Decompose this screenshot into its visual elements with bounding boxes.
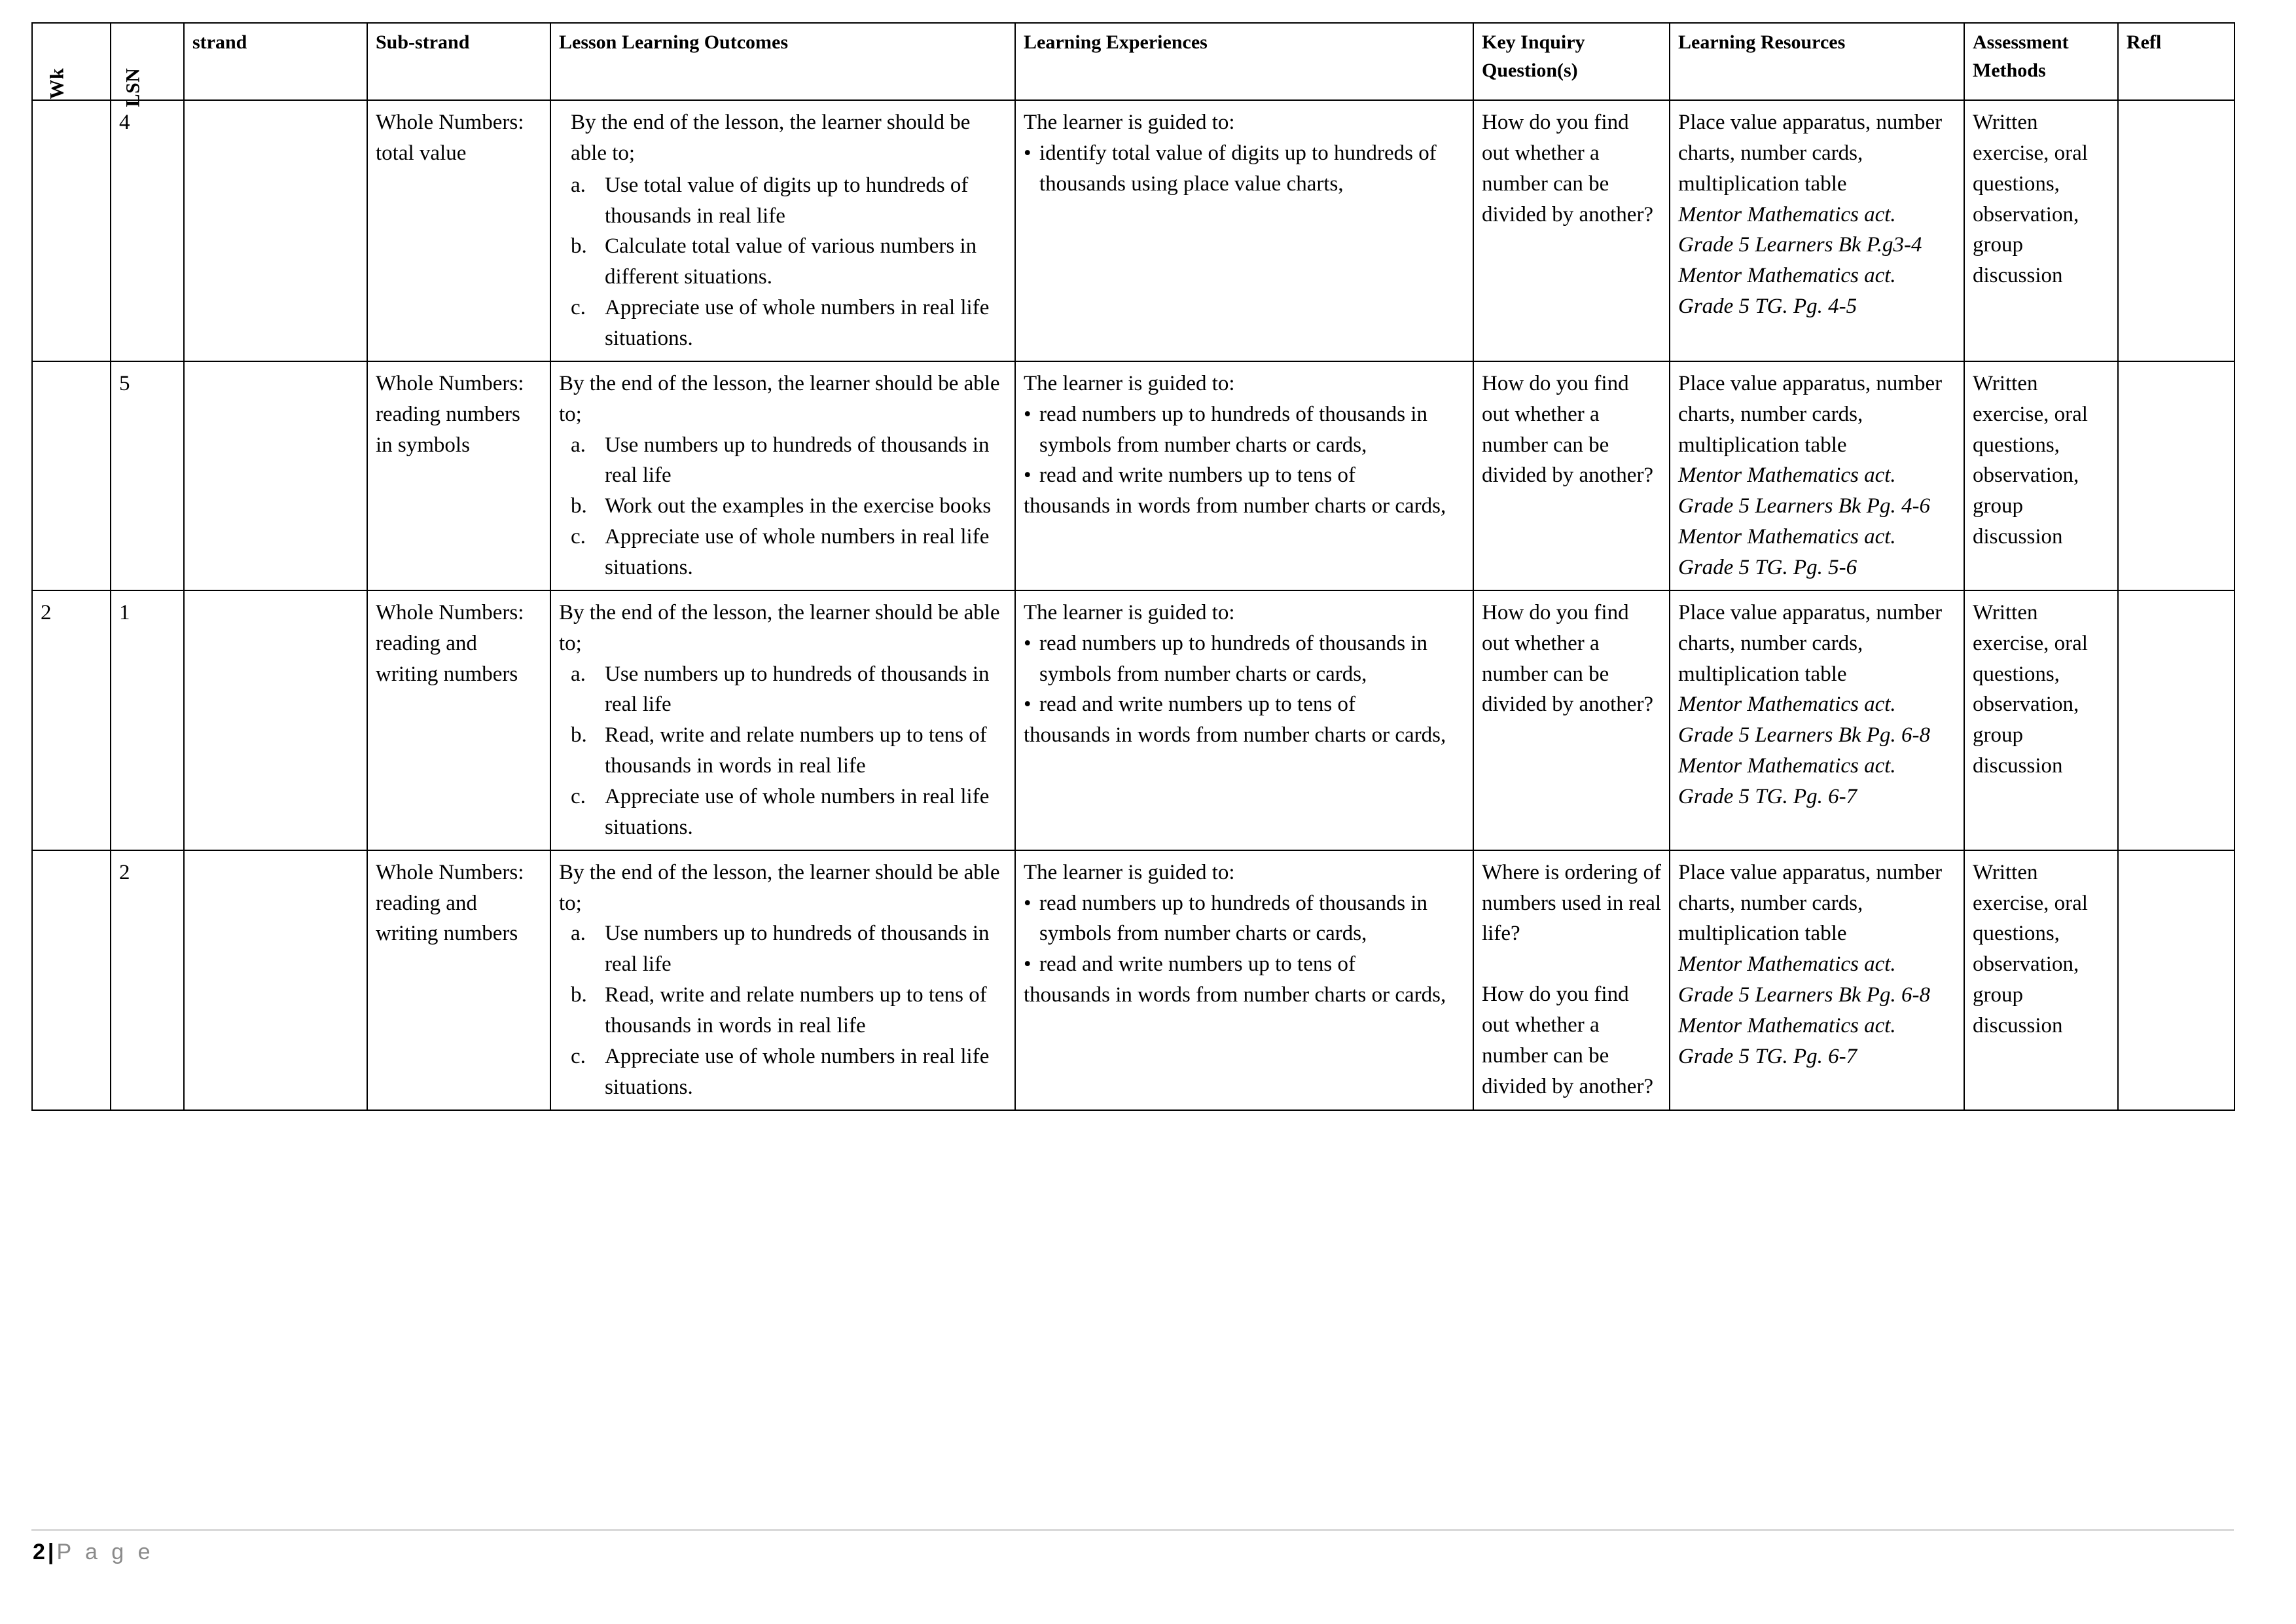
cell-key-inquiry-question: How do you find out whether a number can be divided by another? xyxy=(1473,361,1670,590)
list-item: • read numbers up to hundreds of thousands in symbols from number charts or cards, xyxy=(1024,399,1465,461)
list-marker: a. xyxy=(571,922,586,946)
bullet-icon: • xyxy=(1024,952,1031,977)
cell-learning-experiences: The learner is guided to: • read numbers up to hundreds of thousands in symbols from number charts or cards, • read and write numbers up to tens of thousands in words from number charts or cards, xyxy=(1015,590,1473,850)
list-marker: b. xyxy=(571,983,587,1007)
table-row xyxy=(32,850,2234,1110)
list-marker: b. xyxy=(571,723,587,748)
list-marker: a. xyxy=(571,173,586,197)
cell-assessment-methods: Written exercise, oral questions, observation, group discussion xyxy=(1964,100,2118,361)
cell-sub-strand: Whole Numbers: reading numbers in symbols xyxy=(367,361,550,590)
table-header-row xyxy=(32,23,2234,100)
cell-refl xyxy=(2118,361,2234,590)
table-row xyxy=(32,361,2234,590)
list-item: c. Appreciate use of whole numbers in real life situations. xyxy=(559,293,1007,354)
cell-learning-experiences: The learner is guided to: • read numbers up to hundreds of thousands in symbols from number charts or cards, • read and write numbers up to tens of thousands in words from number charts or cards, xyxy=(1015,850,1473,1110)
experience-list xyxy=(1024,628,1465,721)
column-header-strand: strand xyxy=(184,23,367,100)
column-header-refl: Refl xyxy=(2118,23,2234,100)
column-header-lsn: LSN xyxy=(111,23,184,100)
cell-assessment-methods: Written exercise, oral questions, observation, group discussion xyxy=(1964,361,2118,590)
list-item: a. Use numbers up to hundreds of thousands in real life xyxy=(559,918,1007,980)
footer-page-label: P a g e xyxy=(56,1540,154,1564)
footer-separator: | xyxy=(47,1540,54,1564)
list-item: • read numbers up to hundreds of thousands in symbols from number charts or cards, xyxy=(1024,628,1465,690)
cell-refl xyxy=(2118,590,2234,850)
list-marker: c. xyxy=(571,296,586,320)
list-marker: c. xyxy=(571,525,586,549)
column-header-learning-resources: Learning Resources xyxy=(1670,23,1964,100)
table-row xyxy=(32,100,2234,361)
cell-wk: 2 xyxy=(32,590,111,850)
list-item: c. Appreciate use of whole numbers in real life situations. xyxy=(559,782,1007,843)
outcome-list xyxy=(559,918,1007,1102)
scheme-of-work-table xyxy=(31,22,2235,1111)
column-header-learning-experiences: Learning Experiences xyxy=(1015,23,1473,100)
bullet-icon: • xyxy=(1024,693,1031,717)
cell-key-inquiry-question: Where is ordering of numbers used in real life? How do you find out whether a number can be divided by another? xyxy=(1473,850,1670,1110)
cell-learning-resources: Place value apparatus, number charts, number cards, multiplication table Mentor Mathematics act. Grade 5 Learners Bk P.g3-4 Mentor Mathematics act. Grade 5 TG. Pg. 4-5 xyxy=(1670,100,1964,361)
cell-lesson-learning-outcomes: By the end of the lesson, the learner should be able to; a. Use numbers up to hundreds of thousands in real life b. Work out the examples in the exercise books c. Appreciate use of whole numbers in real life situations. xyxy=(550,361,1015,590)
list-marker: b. xyxy=(571,234,587,259)
cell-refl xyxy=(2118,100,2234,361)
outcome-list xyxy=(559,170,1007,354)
cell-key-inquiry-question: How do you find out whether a number can be divided by another? xyxy=(1473,100,1670,361)
column-header-assessment-methods: Assessment Methods xyxy=(1964,23,2118,100)
cell-lesson-learning-outcomes: By the end of the lesson, the learner should be able to; a. Use total value of digits up to hundreds of thousands in real life b. Calculate total value of various numbers in different situations. c. Appreciate use of whole numbers in real life situations. xyxy=(550,100,1015,361)
experience-list xyxy=(1024,138,1465,200)
bullet-icon: • xyxy=(1024,402,1031,426)
cell-sub-strand: Whole Numbers: reading and writing numbers xyxy=(367,850,550,1110)
cell-lesson-learning-outcomes: By the end of the lesson, the learner should be able to; a. Use numbers up to hundreds of thousands in real life b. Read, write and relate numbers up to tens of thousands in words in real life c. Appreciate use of whole numbers in real life situations. xyxy=(550,850,1015,1110)
experience-list xyxy=(1024,888,1465,981)
cell-refl xyxy=(2118,850,2234,1110)
cell-lsn: 5 xyxy=(111,361,184,590)
list-item: • read numbers up to hundreds of thousands in symbols from number charts or cards, xyxy=(1024,888,1465,950)
list-item: • identify total value of digits up to hundreds of thousands using place value charts, xyxy=(1024,138,1465,200)
cell-learning-experiences: The learner is guided to: • identify total value of digits up to hundreds of thousands using place value charts, xyxy=(1015,100,1473,361)
cell-strand xyxy=(184,361,367,590)
list-marker: a. xyxy=(571,433,586,457)
cell-sub-strand: Whole Numbers: reading and writing numbers xyxy=(367,590,550,850)
cell-key-inquiry-question: How do you find out whether a number can be divided by another? xyxy=(1473,590,1670,850)
cell-wk xyxy=(32,850,111,1110)
list-item: c. Appreciate use of whole numbers in real life situations. xyxy=(559,1041,1007,1103)
list-item: b. Read, write and relate numbers up to tens of thousands in words in real life xyxy=(559,720,1007,782)
cell-learning-resources: Place value apparatus, number charts, number cards, multiplication table Mentor Mathematics act. Grade 5 Learners Bk Pg. 6-8 Mentor Mathematics act. Grade 5 TG. Pg. 6-7 xyxy=(1670,850,1964,1110)
cell-strand xyxy=(184,100,367,361)
cell-sub-strand: Whole Numbers: total value xyxy=(367,100,550,361)
footer-page-number: 2 xyxy=(33,1540,45,1564)
bullet-icon: • xyxy=(1024,463,1031,488)
page-footer xyxy=(33,1540,154,1565)
cell-lsn: 2 xyxy=(111,850,184,1110)
list-item: b. Calculate total value of various numbers in different situations. xyxy=(559,231,1007,293)
cell-lsn: 1 xyxy=(111,590,184,850)
cell-strand xyxy=(184,850,367,1110)
list-item: a. Use total value of digits up to hundreds of thousands in real life xyxy=(559,170,1007,232)
table-row xyxy=(32,590,2234,850)
outcome-list xyxy=(559,659,1007,843)
cell-lsn: 4 xyxy=(111,100,184,361)
spacer xyxy=(1482,949,1661,979)
list-marker: b. xyxy=(571,494,587,518)
list-item: • read and write numbers up to tens of xyxy=(1024,689,1465,720)
cell-wk xyxy=(32,361,111,590)
cell-strand xyxy=(184,590,367,850)
list-item: • read and write numbers up to tens of xyxy=(1024,949,1465,980)
cell-lesson-learning-outcomes: By the end of the lesson, the learner should be able to; a. Use numbers up to hundreds of thousands in real life b. Read, write and relate numbers up to tens of thousands in words in real life c. Appreciate use of whole numbers in real life situations. xyxy=(550,590,1015,850)
list-item: c. Appreciate use of whole numbers in real life situations. xyxy=(559,522,1007,583)
bullet-icon: • xyxy=(1024,631,1031,655)
list-marker: a. xyxy=(571,662,586,686)
column-header-sub-strand: Sub-strand xyxy=(367,23,550,100)
column-header-wk: Wk xyxy=(32,23,111,100)
list-item: a. Use numbers up to hundreds of thousands in real life xyxy=(559,430,1007,492)
cell-learning-resources: Place value apparatus, number charts, number cards, multiplication table Mentor Mathematics act. Grade 5 Learners Bk Pg. 4-6 Mentor Mathematics act. Grade 5 TG. Pg. 5-6 xyxy=(1670,361,1964,590)
cell-wk xyxy=(32,100,111,361)
bullet-icon: • xyxy=(1024,891,1031,915)
list-item: a. Use numbers up to hundreds of thousands in real life xyxy=(559,659,1007,721)
bullet-icon: • xyxy=(1024,141,1031,165)
list-item: b. Work out the examples in the exercise books xyxy=(559,491,1007,522)
outcome-list xyxy=(559,430,1007,583)
experience-list xyxy=(1024,399,1465,492)
list-item: b. Read, write and relate numbers up to tens of thousands in words in real life xyxy=(559,980,1007,1041)
cell-assessment-methods: Written exercise, oral questions, observation, group discussion xyxy=(1964,850,2118,1110)
list-item: • read and write numbers up to tens of xyxy=(1024,460,1465,491)
footer-divider xyxy=(31,1529,2234,1531)
column-header-key-inquiry-questions: Key Inquiry Question(s) xyxy=(1473,23,1670,100)
cell-assessment-methods: Written exercise, oral questions, observation, group discussion xyxy=(1964,590,2118,850)
cell-learning-experiences: The learner is guided to: • read numbers up to hundreds of thousands in symbols from number charts or cards, • read and write numbers up to tens of thousands in words from number charts or cards, xyxy=(1015,361,1473,590)
cell-learning-resources: Place value apparatus, number charts, number cards, multiplication table Mentor Mathematics act. Grade 5 Learners Bk Pg. 6-8 Mentor Mathematics act. Grade 5 TG. Pg. 6-7 xyxy=(1670,590,1964,850)
list-marker: c. xyxy=(571,785,586,809)
column-header-lesson-learning-outcomes: Lesson Learning Outcomes xyxy=(550,23,1015,100)
list-marker: c. xyxy=(571,1044,586,1068)
